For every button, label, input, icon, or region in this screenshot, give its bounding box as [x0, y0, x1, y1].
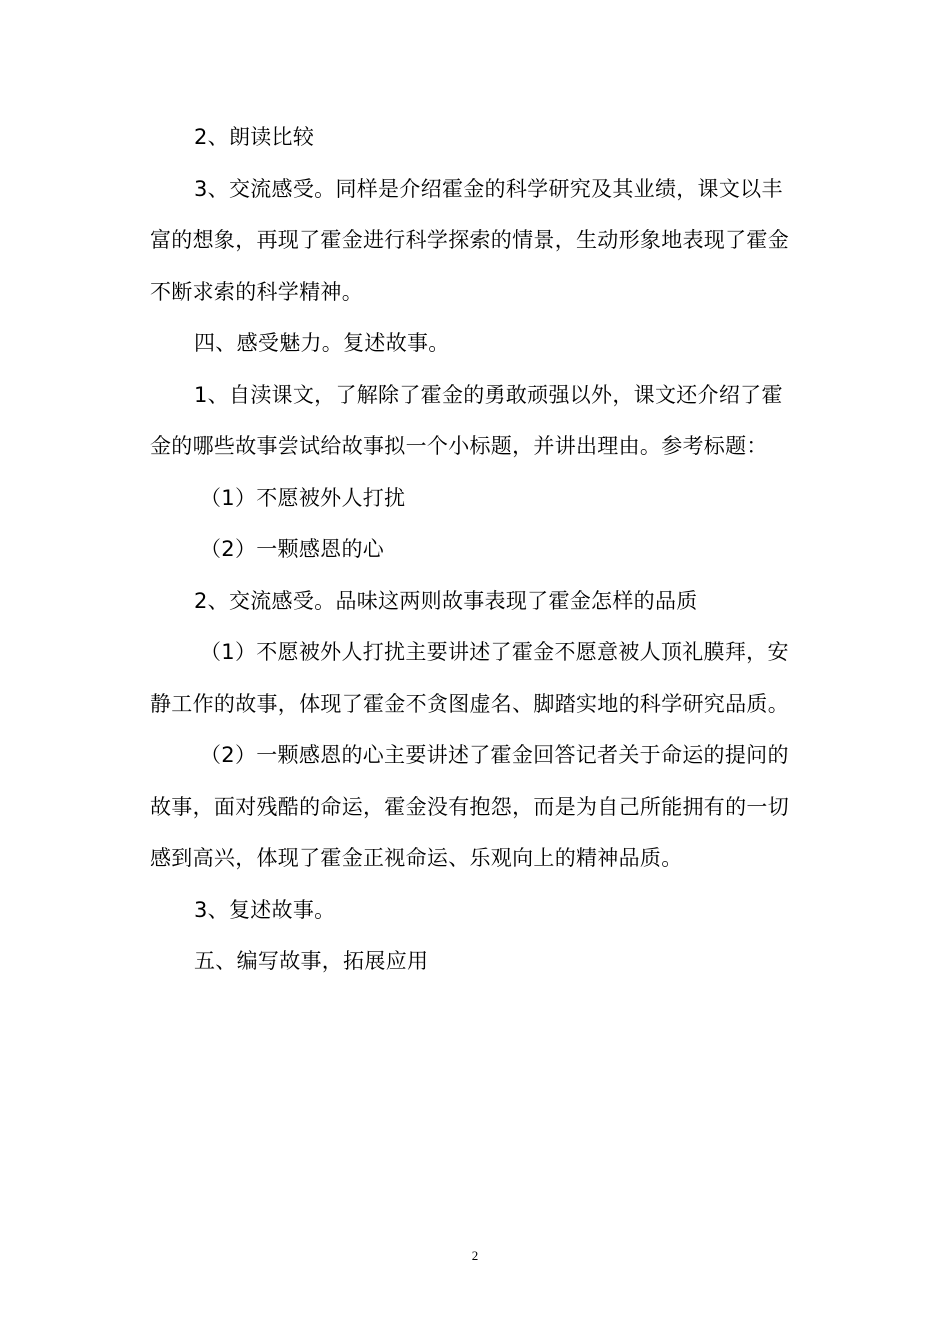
paragraph-exchange-quality: 2、交流感受。品味这两则故事表现了霍金怎样的品质	[194, 588, 698, 613]
paragraph-story-1: （1）不愿被外人打扰主要讲述了霍金不愿意被人顶礼膜拜，安静工作的故事，体现了霍金不贪图虚名、脚踏实地的科学研究品质。	[150, 640, 789, 716]
paragraph-read-compare: 2、朗读比较	[194, 125, 315, 149]
paragraph-exchange-feelings: 3、交流感受。同样是介绍霍金的科学研究及其业绩，课文以丰富的想象，再现了霍金进行科学探索的情景，生动形象地表现了霍金不断求索的科学精神。	[150, 176, 789, 304]
paragraph-retell: 3、复述故事。	[194, 897, 336, 922]
paragraph-story-2: （2）一颗感恩的心主要讲述了霍金回答记者关于命运的提问的故事，面对残酷的命运，霍金没有抱怨，而是为自己所能拥有的一切感到高兴，体现了霍金正视命运、乐观向上的精神品质。	[150, 743, 789, 870]
body-text	[150, 112, 800, 988]
section-heading-five: 五、编写故事，拓展应用	[194, 949, 429, 973]
section-heading-four: 四、感受魅力。复述故事。	[194, 331, 450, 355]
list-item-title-2: （2）一颗感恩的心	[200, 537, 385, 561]
list-item-title-1: （1）不愿被外人打扰	[200, 485, 406, 510]
page-number: 2	[471, 1248, 479, 1263]
paragraph-self-read: 1、自渎课文，了解除了霍金的勇敢顽强以外，课文还介绍了霍金的哪些故事尝试给故事拟一个小标题，并讲出理由。参考标题：	[150, 382, 783, 458]
